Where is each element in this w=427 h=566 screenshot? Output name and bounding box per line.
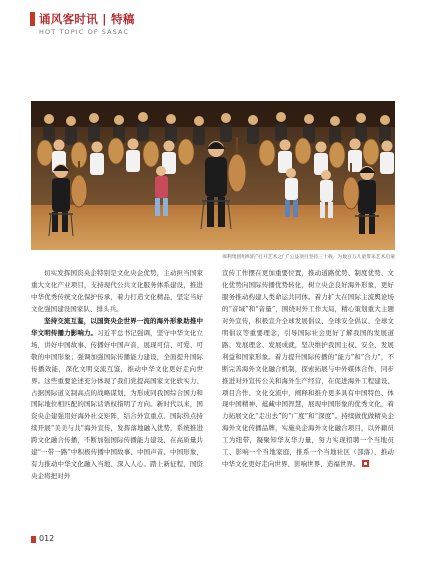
paragraph-lead: 坚持交流互鉴，以国资央企世界一流的海外形象助推中华文明传播力影响力。 bbox=[31, 316, 203, 337]
article-column-right bbox=[222, 268, 394, 471]
photo-caption: 保利集团组织的“打开艺术之门”公益项目坚持三十载，为数百万儿童带来艺术启蒙 bbox=[222, 255, 395, 260]
article-end-mark-icon bbox=[362, 460, 369, 467]
section-subtitle: HOT TOPIC OF SASAC bbox=[39, 28, 130, 36]
paragraph-body: 习近平总书记强调，坚守中华文化立场，讲好中国故事、传播好中国声音，展现可信、可爱、可敬的中国形象；强调加强国际传播能力建设，全面提升国际传播效能，深化文明交流互鉴，推动中华文化更好走向世界。这些重要论述充分体现了我们党提高国家文化软实力、占据国际道义制高点的战略谋划，为形成同我国综合国力和国际地位相匹配的国际话语权指明了方向。新时代以来，国资央企建强用好海外社交矩阵，结合外宣重点、国际热点持续开展“美美与共”海外宣传，发挥落地融入优势，系统推进跨文化融合传播，不断加强国际传播能力建设，在高质量共建“一带一路”中积极传播中国故事、中国声音、中国形象，有力推动中华文化融入当地、深入人心。踏上新征程，国资央企将把对外 bbox=[31, 328, 203, 481]
paragraph-body: 宣传工作摆在更加重要位置，推动道路优势、制度优势、文化优势向国际传播优势转化，树立央企良好海外形象，更好服务推动构建人类命运共同体。着力扩大在国际主流舆论场的“音域”和“音量”，围绕对外工作大局，精心策划重大主题对外宣传，积极宣介全球发展倡议、全球安全倡议、全球文明倡议等重要理念，引导国际社会更好了解我国的发展道路、发展理念、发展成就，坚决维护我国主权、安全、发展利益和国家形象。着力提升国际传播的“能力”和“合力”，不断完善海外文化融合机制，探索拓展与中外媒体合作，同步推进对外宣传公关和海外生产经营，在促进海外工程建设、项目合作、文化交流中，阐释和推介更多具有中国特色、体现中国精神、蕴藏中国智慧，展现中国形象的优秀文化，着力拓展文化“走出去”的“广度”和“深度”。持续做优做精央企海外文化传播品牌，实施央企海外文化融合项目，以外籍员工为纽带，凝聚知华友华力量，努力实现招聘一个当地员工、影响一个当地家庭，推系一个当地社区（部落），推动中华文化更好走向世界、影响世界、造福世界。 bbox=[222, 269, 394, 469]
page-number-accent bbox=[31, 536, 36, 543]
paragraph bbox=[222, 268, 394, 471]
section-title: 诵风客时讯 | 特稿 bbox=[39, 12, 135, 26]
header-accent-bar bbox=[30, 12, 35, 26]
page-number: 012 bbox=[39, 534, 55, 543]
concert-photo bbox=[31, 101, 395, 250]
article-column-left bbox=[31, 268, 203, 483]
concert-photo-illustration bbox=[31, 101, 395, 250]
paragraph bbox=[31, 316, 203, 483]
paragraph: 切实发挥国资央企特别是文化央企优势，主动担当国家重大文化产业项目，支持现代公共文化服务体系建设，推进中华优秀传统文化保护传承，着力打造文化精品，坚定当好文化强国建设国家队、排头兵。 bbox=[31, 269, 203, 313]
page-header bbox=[30, 10, 400, 42]
